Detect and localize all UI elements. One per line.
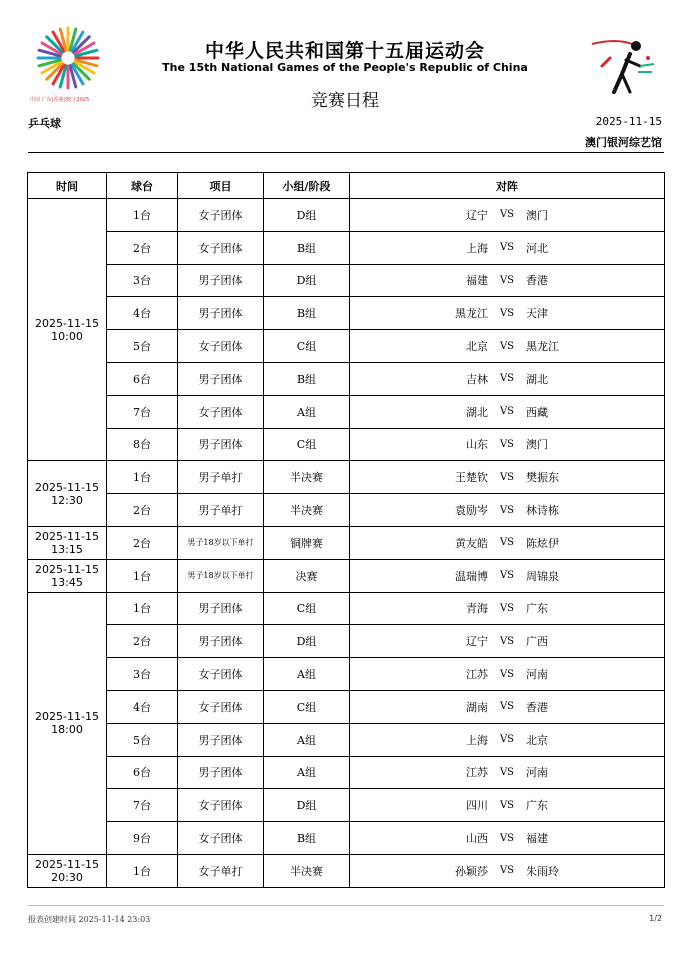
table-row [28,690,665,723]
home-side: 湖南 [466,700,488,714]
away-side: 广西 [526,635,548,649]
header-venue: 澳门银河综艺馆 [585,136,662,149]
home-side: 山东 [466,438,488,452]
table-number: 2台 [107,526,178,559]
away-side: 湖北 [526,372,548,386]
column-header-time: 时间 [28,173,107,199]
home-side: 孙颖莎 [455,864,488,878]
event-name: 男子单打 [178,494,264,527]
home-side: 黄友皓 [455,536,488,550]
event-name: 女子单打 [178,854,264,887]
event-name: 女子团体 [178,330,264,363]
vs-label: VS [499,307,515,319]
matchup [350,854,665,887]
stage-name: A组 [264,756,350,789]
page-title: 中华人民共和国第十五届运动会 [204,40,485,62]
matchup [350,625,665,658]
away-side: 黑龙江 [526,340,559,354]
session-clock: 20:30 [51,870,83,884]
event-name: 女子团体 [178,822,264,855]
matchup [350,395,665,428]
home-side: 四川 [466,799,488,813]
session-clock: 13:45 [51,575,83,589]
home-side: 上海 [466,733,488,747]
matchup [350,822,665,855]
table-row [28,658,665,691]
table-row [28,723,665,756]
session-date: 2025-11-15 [35,480,99,494]
page-subtitle: 竞赛日程 [311,91,379,111]
stage-name: B组 [264,822,350,855]
session-clock: 10:00 [51,329,83,343]
away-side: 樊振东 [526,471,559,485]
stage-name: C组 [264,690,350,723]
session-time [28,199,107,461]
table-row [28,526,665,559]
stage-name: D组 [264,199,350,232]
home-side: 袁励岑 [455,504,488,518]
away-side: 天津 [526,307,548,321]
table-number: 1台 [107,854,178,887]
page-number: 1/2 [649,914,662,923]
table-row [28,395,665,428]
event-name: 男子团体 [178,264,264,297]
session-time [28,592,107,854]
table-row [28,789,665,822]
event-name: 男子团体 [178,428,264,461]
table-row [28,756,665,789]
matchup [350,362,665,395]
matchup [350,690,665,723]
matchup [350,264,665,297]
session-date: 2025-11-15 [35,710,99,724]
session-clock: 12:30 [51,493,83,507]
table-row [28,231,665,264]
stage-name: 半决赛 [264,494,350,527]
matchup [350,231,665,264]
table-header-row [28,173,665,199]
vs-label: VS [499,537,515,549]
event-name: 女子团体 [178,231,264,264]
table-number: 9台 [107,822,178,855]
report-created-time: 报表创建时间 2025-11-14 23:03 [28,915,151,924]
session-clock: 18:00 [51,723,83,737]
table-number: 2台 [107,231,178,264]
session-date: 2025-11-15 [35,562,99,576]
away-side: 林诗栋 [526,504,559,518]
sport-label: 乒乓球 [28,117,61,130]
page-header [0,0,690,160]
vs-label: VS [499,668,515,680]
vs-label: VS [499,340,515,352]
event-name: 女子团体 [178,690,264,723]
vs-label: VS [499,438,515,450]
table-number: 2台 [107,625,178,658]
away-side: 朱雨玲 [526,864,559,878]
stage-name: C组 [264,330,350,363]
table-number: 2台 [107,494,178,527]
matchup [350,330,665,363]
session-time [28,559,107,592]
away-side: 河南 [526,668,548,682]
vs-label: VS [499,242,515,254]
stage-name: 半决赛 [264,461,350,494]
matchup [350,723,665,756]
away-side: 福建 [526,832,548,846]
away-side: 澳门 [526,438,548,452]
matchup [350,297,665,330]
table-row [28,625,665,658]
matchup [350,756,665,789]
event-name: 男子团体 [178,756,264,789]
away-side: 广东 [526,602,548,616]
stage-name: C组 [264,428,350,461]
away-side: 澳门 [526,208,548,222]
away-side: 北京 [526,733,548,747]
table-row [28,428,665,461]
table-row [28,330,665,363]
table-number: 6台 [107,362,178,395]
event-name: 男子团体 [178,297,264,330]
matchup [350,494,665,527]
home-side: 吉林 [466,372,488,386]
home-side: 山西 [466,832,488,846]
session-date: 2025-11-15 [35,857,99,871]
column-header-table: 球台 [107,173,178,199]
stage-name: B组 [264,231,350,264]
stage-name: D组 [264,264,350,297]
table-number: 5台 [107,723,178,756]
matchup [350,461,665,494]
table-number: 3台 [107,658,178,691]
stage-name: A组 [264,658,350,691]
vs-label: VS [499,406,515,418]
stage-name: A组 [264,723,350,756]
vs-label: VS [499,274,515,286]
matchup [350,658,665,691]
header-divider [28,152,664,153]
event-name: 男子团体 [178,592,264,625]
home-side: 江苏 [466,766,488,780]
stage-name: B组 [264,297,350,330]
matchup [350,789,665,822]
vs-label: VS [499,799,515,811]
session-clock: 13:15 [51,542,83,556]
home-side: 辽宁 [466,635,488,649]
stage-name: A组 [264,395,350,428]
session-time [28,854,107,887]
vs-label: VS [499,701,515,713]
event-name: 女子团体 [178,199,264,232]
session-date: 2025-11-15 [35,316,99,330]
away-side: 西藏 [526,405,548,419]
away-side: 香港 [526,274,548,288]
away-side: 广东 [526,799,548,813]
matchup [350,199,665,232]
table-number: 1台 [107,592,178,625]
table-row [28,362,665,395]
table-number: 7台 [107,789,178,822]
away-side: 香港 [526,700,548,714]
event-name: 男子团体 [178,723,264,756]
event-name: 男子团体 [178,625,264,658]
table-number: 1台 [107,461,178,494]
table-number: 3台 [107,264,178,297]
logo-caption: 中国 广东|香港|澳门 2025 [30,97,90,103]
table-row [28,854,665,887]
table-row [28,264,665,297]
event-name: 男子团体 [178,362,264,395]
footer-divider [28,905,664,906]
stage-name: 决赛 [264,559,350,592]
vs-label: VS [499,602,515,614]
home-side: 黑龙江 [455,307,488,321]
home-side: 王楚钦 [455,471,488,485]
vs-label: VS [499,832,515,844]
matchup [350,428,665,461]
event-name: 男子单打 [178,461,264,494]
stage-name: D组 [264,789,350,822]
home-side: 北京 [466,340,488,354]
table-tennis-pictogram-icon [586,36,658,96]
stage-name: 半决赛 [264,854,350,887]
event-name: 女子团体 [178,789,264,822]
session-time [28,526,107,559]
table-row [28,494,665,527]
table-number: 7台 [107,395,178,428]
session-date: 2025-11-15 [35,529,99,543]
away-side: 河南 [526,766,548,780]
matchup [350,592,665,625]
table-number: 4台 [107,297,178,330]
home-side: 江苏 [466,668,488,682]
vs-label: VS [499,635,515,647]
schedule-table [27,172,665,888]
table-number: 1台 [107,559,178,592]
table-row [28,822,665,855]
vs-label: VS [499,734,515,746]
vs-label: VS [499,471,515,483]
stage-name: B组 [264,362,350,395]
event-name: 女子团体 [178,395,264,428]
event-name: 女子团体 [178,658,264,691]
home-side: 辽宁 [466,208,488,222]
table-row [28,461,665,494]
table-row [28,592,665,625]
away-side: 河北 [526,241,548,255]
table-number: 1台 [107,199,178,232]
table-row [28,559,665,592]
session-time [28,461,107,527]
stage-name: 铜牌赛 [264,526,350,559]
vs-label: VS [499,373,515,385]
vs-label: VS [499,570,515,582]
vs-label: VS [499,504,515,516]
event-name: 男子18岁以下单打 [178,559,264,592]
stage-name: D组 [264,625,350,658]
column-header-event: 项目 [178,173,264,199]
page-title-english: The 15th National Games of the People's Republic of China [162,61,528,74]
home-side: 温瑞博 [455,569,488,583]
home-side: 湖北 [466,405,488,419]
schedule-body [28,199,665,888]
table-number: 8台 [107,428,178,461]
vs-label: VS [499,209,515,221]
table-number: 6台 [107,756,178,789]
away-side: 周锦泉 [526,569,559,583]
table-row [28,297,665,330]
table-number: 4台 [107,690,178,723]
vs-label: VS [499,865,515,877]
stage-name: C组 [264,592,350,625]
matchup [350,526,665,559]
column-header-match: 对阵 [350,173,665,199]
column-header-stage: 小组/阶段 [264,173,350,199]
away-side: 陈炫伊 [526,536,559,550]
home-side: 青海 [466,602,488,616]
matchup [350,559,665,592]
table-row [28,199,665,232]
event-name: 男子18岁以下单打 [178,526,264,559]
table-number: 5台 [107,330,178,363]
header-date: 2025-11-15 [595,115,662,128]
home-side: 福建 [466,274,488,288]
home-side: 上海 [466,241,488,255]
vs-label: VS [499,766,515,778]
